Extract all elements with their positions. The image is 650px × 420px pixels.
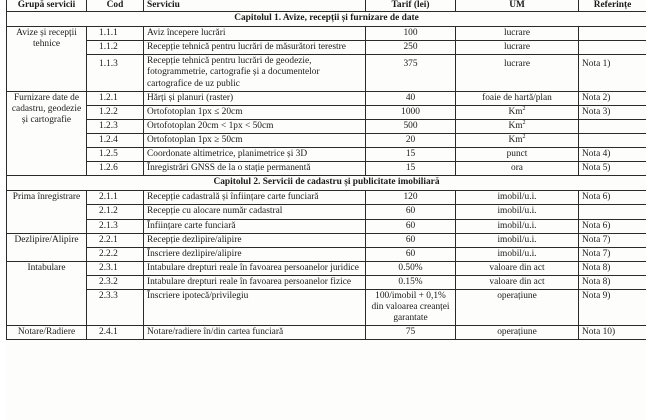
code-cell: 2.4.1 — [87, 326, 144, 340]
ref-cell: Nota 8) — [579, 275, 647, 289]
service-cell: Hărți și planuri (raster) — [144, 91, 366, 105]
um-cell: lucrare — [456, 27, 579, 41]
um-cell: imobil/u.i. — [456, 191, 579, 205]
ref-cell — [579, 41, 647, 55]
header-serviciu: Serviciu — [144, 0, 366, 12]
ref-cell: Nota 4) — [579, 148, 647, 162]
header-um: UM — [456, 0, 579, 12]
table-row — [7, 191, 647, 205]
ref-cell: Nota 10) — [579, 326, 647, 340]
service-cell: Ortofotoplan 20cm < 1px < 50cm — [144, 119, 366, 133]
tariff-cell: 60 — [366, 205, 456, 219]
tariff-cell: 75 — [366, 326, 456, 340]
code-cell: 1.1.3 — [87, 55, 144, 91]
group-cell: Notare/Radiere — [7, 326, 87, 340]
table-row — [7, 205, 647, 219]
table-row — [7, 275, 647, 289]
tariff-cell: 0.15% — [366, 275, 456, 289]
code-cell: 2.3.3 — [87, 289, 144, 325]
service-cell: Ortofotoplan 1px ≤ 20cm — [144, 105, 366, 119]
tariff-cell: 60 — [366, 219, 456, 233]
ref-cell — [579, 119, 647, 133]
code-cell: 1.2.1 — [87, 91, 144, 105]
header-referinte: Referințe — [579, 0, 647, 12]
service-cell: Coordonate altimetrice, planimetrice și 3D — [144, 148, 366, 162]
ref-cell — [579, 27, 647, 41]
header-tarif: Tarif (lei) — [366, 0, 456, 12]
document-page — [6, 0, 646, 420]
ref-cell — [579, 133, 647, 147]
tariff-cell: 60 — [366, 247, 456, 261]
table-row — [7, 105, 647, 119]
code-cell: 2.2.2 — [87, 247, 144, 261]
tariff-cell: 40 — [366, 91, 456, 105]
ref-cell: Nota 2) — [579, 91, 647, 105]
service-cell: Înființare carte funciară — [144, 219, 366, 233]
um-text: Km — [508, 120, 523, 131]
group-cell: Intabulare — [7, 261, 87, 325]
code-cell: 1.2.6 — [87, 162, 144, 176]
chapter-row — [7, 12, 647, 27]
tariff-table — [6, 0, 646, 340]
um-cell: operațiune — [456, 289, 579, 325]
table-row — [7, 119, 647, 133]
um-cell: operațiune — [456, 326, 579, 340]
table-row — [7, 55, 647, 91]
service-cell: Recepție dezlipire/alipire — [144, 233, 366, 247]
ref-cell: Nota 1) — [579, 55, 647, 91]
ref-cell: Nota 7) — [579, 233, 647, 247]
um-cell: foaie de hartă/plan — [456, 91, 579, 105]
code-cell: 1.2.3 — [87, 119, 144, 133]
chapter-title: Capitolul 2. Servicii de cadastru și publicitate imobiliară — [7, 176, 647, 191]
um-cell: punct — [456, 148, 579, 162]
service-cell: Notare/radiere în/din cartea funciară — [144, 326, 366, 340]
code-cell: 2.1.2 — [87, 205, 144, 219]
chapter-row — [7, 176, 647, 191]
um-cell: ora — [456, 162, 579, 176]
table-header-row — [7, 0, 647, 12]
ref-cell — [579, 205, 647, 219]
ref-cell: Nota 8) — [579, 261, 647, 275]
ref-cell: Nota 3) — [579, 105, 647, 119]
service-cell: Ortofotoplan 1px ≥ 50cm — [144, 133, 366, 147]
tariff-cell: 500 — [366, 119, 456, 133]
tariff-cell: 100 — [366, 27, 456, 41]
group-cell: Avize și recepții tehnice — [7, 27, 87, 91]
group-cell: Furnizare date de cadastru, geodezie și cartografie — [7, 91, 87, 176]
table-row — [7, 27, 647, 41]
um-cell — [456, 119, 579, 133]
table-row — [7, 162, 647, 176]
service-cell: Intabulare drepturi reale în favoarea persoanelor fizice — [144, 275, 366, 289]
service-cell: Recepție cu alocare număr cadastral — [144, 205, 366, 219]
table-row — [7, 41, 647, 55]
service-cell: Recepție tehnică pentru lucrări de geodezie, fotogrammetrie, cartografie și a documentelor cartografice de uz public — [144, 55, 366, 91]
header-cod: Cod — [87, 0, 144, 12]
um-superscript: 2 — [522, 119, 526, 126]
tariff-cell: 0.50% — [366, 261, 456, 275]
tariff-cell: 100/imobil + 0,1% din valoarea creanței garantate — [366, 289, 456, 325]
tariff-cell: 20 — [366, 133, 456, 147]
um-superscript: 2 — [522, 133, 526, 140]
um-cell — [456, 133, 579, 147]
tariff-cell: 60 — [366, 233, 456, 247]
tariff-cell: 250 — [366, 41, 456, 55]
chapter-title: Capitolul 1. Avize, recepții și furnizare de date — [7, 12, 647, 27]
code-cell: 2.1.1 — [87, 191, 144, 205]
service-cell: Înregistrări GNSS de la o stație permanentă — [144, 162, 366, 176]
code-cell: 1.1.2 — [87, 41, 144, 55]
service-cell: Intabulare drepturi reale în favoarea persoanelor juridice — [144, 261, 366, 275]
group-cell: Prima înregistrare — [7, 191, 87, 233]
table-row — [7, 233, 647, 247]
tariff-cell: 375 — [366, 55, 456, 91]
um-cell: valoare din act — [456, 261, 579, 275]
um-cell: lucrare — [456, 55, 579, 91]
table-row — [7, 247, 647, 261]
code-cell: 1.2.5 — [87, 148, 144, 162]
um-cell — [456, 105, 579, 119]
table-row — [7, 289, 647, 325]
um-cell: imobil/u.i. — [456, 247, 579, 261]
code-cell: 2.2.1 — [87, 233, 144, 247]
code-cell: 2.1.3 — [87, 219, 144, 233]
um-text: Km — [508, 134, 523, 145]
service-cell: Recepție cadastrală și înființare carte funciară — [144, 191, 366, 205]
service-cell: Înscriere ipotecă/privilegiu — [144, 289, 366, 325]
um-text: Km — [508, 106, 523, 117]
um-superscript: 2 — [522, 105, 526, 112]
um-cell: valoare din act — [456, 275, 579, 289]
um-cell: lucrare — [456, 41, 579, 55]
code-cell: 2.3.2 — [87, 275, 144, 289]
table-row — [7, 261, 647, 275]
tariff-cell: 1000 — [366, 105, 456, 119]
um-cell: imobil/u.i. — [456, 205, 579, 219]
table-row — [7, 133, 647, 147]
table-row — [7, 91, 647, 105]
service-cell: Înscriere dezlipire/alipire — [144, 247, 366, 261]
ref-cell: Nota 9) — [579, 289, 647, 325]
table-row — [7, 148, 647, 162]
service-cell: Aviz începere lucrări — [144, 27, 366, 41]
code-cell: 1.2.2 — [87, 105, 144, 119]
code-cell: 2.3.1 — [87, 261, 144, 275]
um-cell: imobil/u.i. — [456, 233, 579, 247]
table-row — [7, 326, 647, 340]
ref-cell: Nota 7) — [579, 247, 647, 261]
code-cell: 1.2.4 — [87, 133, 144, 147]
group-cell: Dezlipire/Alipire — [7, 233, 87, 261]
ref-cell: Nota 6) — [579, 191, 647, 205]
um-cell: imobil/u.i. — [456, 219, 579, 233]
tariff-cell: 15 — [366, 148, 456, 162]
code-cell: 1.1.1 — [87, 27, 144, 41]
service-cell: Recepție tehnică pentru lucrări de măsurători terestre — [144, 41, 366, 55]
table-row — [7, 219, 647, 233]
ref-cell: Nota 6) — [579, 219, 647, 233]
tariff-cell: 120 — [366, 191, 456, 205]
ref-cell: Nota 5) — [579, 162, 647, 176]
header-grupa-servicii: Grupă servicii — [7, 0, 87, 12]
tariff-cell: 15 — [366, 162, 456, 176]
